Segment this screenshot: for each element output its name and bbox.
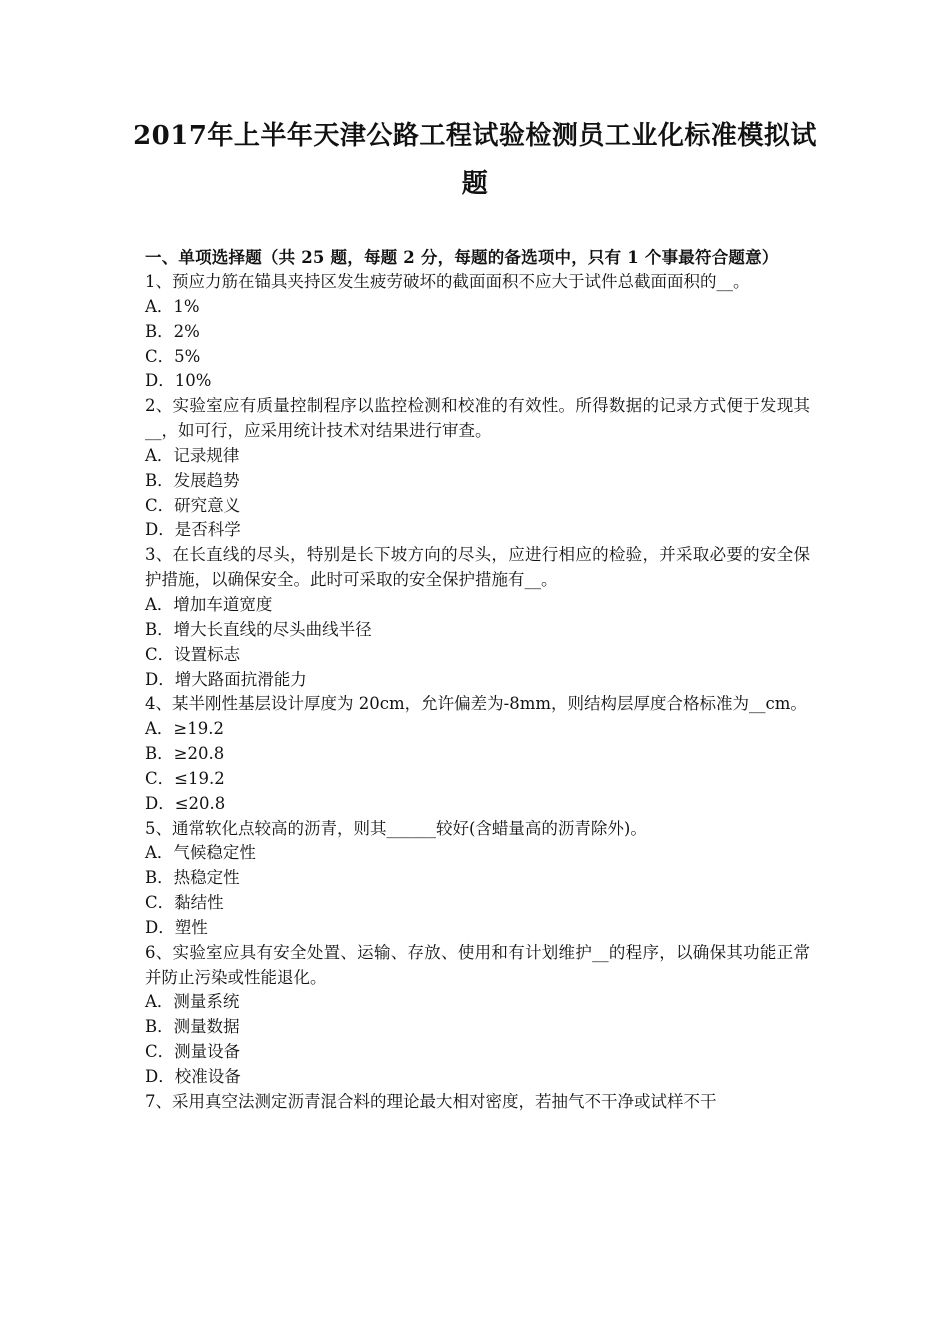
title-line-1: 2017年上半年天津公路工程试验检测员工业化标准模拟试 (133, 121, 817, 151)
answer-option: A．1% (145, 296, 200, 316)
question-stem: 1、预应力筋在锚具夹持区发生疲劳破坏的截面面积不应大于试件总截面面积的__。 (145, 272, 750, 291)
answer-option: D．校准设备 (145, 1067, 241, 1086)
answer-option: D．10% (145, 371, 212, 391)
answer-option: C．测量设备 (145, 1042, 241, 1062)
answer-option: A．气候稳定性 (145, 843, 256, 863)
answer-option: A．记录规律 (145, 445, 240, 465)
answer-option: B．测量数据 (145, 1017, 240, 1037)
answer-option: A．测量系统 (145, 992, 240, 1012)
answer-option: A．≥19.2 (145, 719, 224, 739)
question-stem: 3、在长直线的尽头，特别是长下坡方向的尽头，应进行相应的检验，并采取必要的安全保护措施，以确保安全。此时可采取的安全保护措施有__。 (145, 545, 810, 590)
answer-option: D．是否科学 (145, 520, 241, 540)
document-body (145, 245, 810, 1115)
question-list (145, 270, 810, 1115)
answer-option: D．增大路面抗滑能力 (145, 669, 307, 689)
answer-option: C．研究意义 (145, 495, 241, 515)
question-stem: 2、实验室应有质量控制程序以监控检测和校准的有效性。所得数据的记录方式便于发现其__，如可行，应采用统计技术对结果进行审查。 (145, 396, 810, 441)
answer-option: D．≤20.8 (145, 793, 226, 813)
question-stem: 5、通常软化点较高的沥青，则其______较好(含蜡量高的沥青除外)。 (145, 818, 647, 838)
section-heading: 一、单项选择题（共 25 题，每题 2 分，每题的备选项中，只有 1 个事最符合题意） (145, 248, 779, 267)
answer-option: C．≤19.2 (145, 768, 225, 788)
question-stem: 6、实验室应具有安全处置、运输、存放、使用和有计划维护__的程序，以确保其功能正常并防止污染或性能退化。 (145, 942, 810, 987)
question-stem: 4、某半刚性基层设计厚度为 20cm，允许偏差为-8mm，则结构层厚度合格标准为__cm。 (145, 694, 807, 714)
answer-option: B．增大长直线的尽头曲线半径 (145, 619, 372, 639)
question-stem: 7、采用真空法测定沥青混合料的理论最大相对密度，若抽气不干净或试样不干 (145, 1091, 717, 1111)
answer-option: B．发展趋势 (145, 470, 240, 490)
answer-option: C．设置标志 (145, 644, 241, 664)
answer-option: B．≥20.8 (145, 744, 225, 764)
answer-option: C．黏结性 (145, 893, 224, 913)
answer-option: D．塑性 (145, 917, 208, 937)
answer-option: B．2% (145, 321, 200, 341)
title-line-2: 题 (461, 169, 489, 199)
answer-option: A．增加车道宽度 (145, 594, 273, 614)
answer-option: C．5% (145, 346, 201, 366)
document-title (130, 112, 820, 208)
answer-option: B．热稳定性 (145, 868, 240, 888)
